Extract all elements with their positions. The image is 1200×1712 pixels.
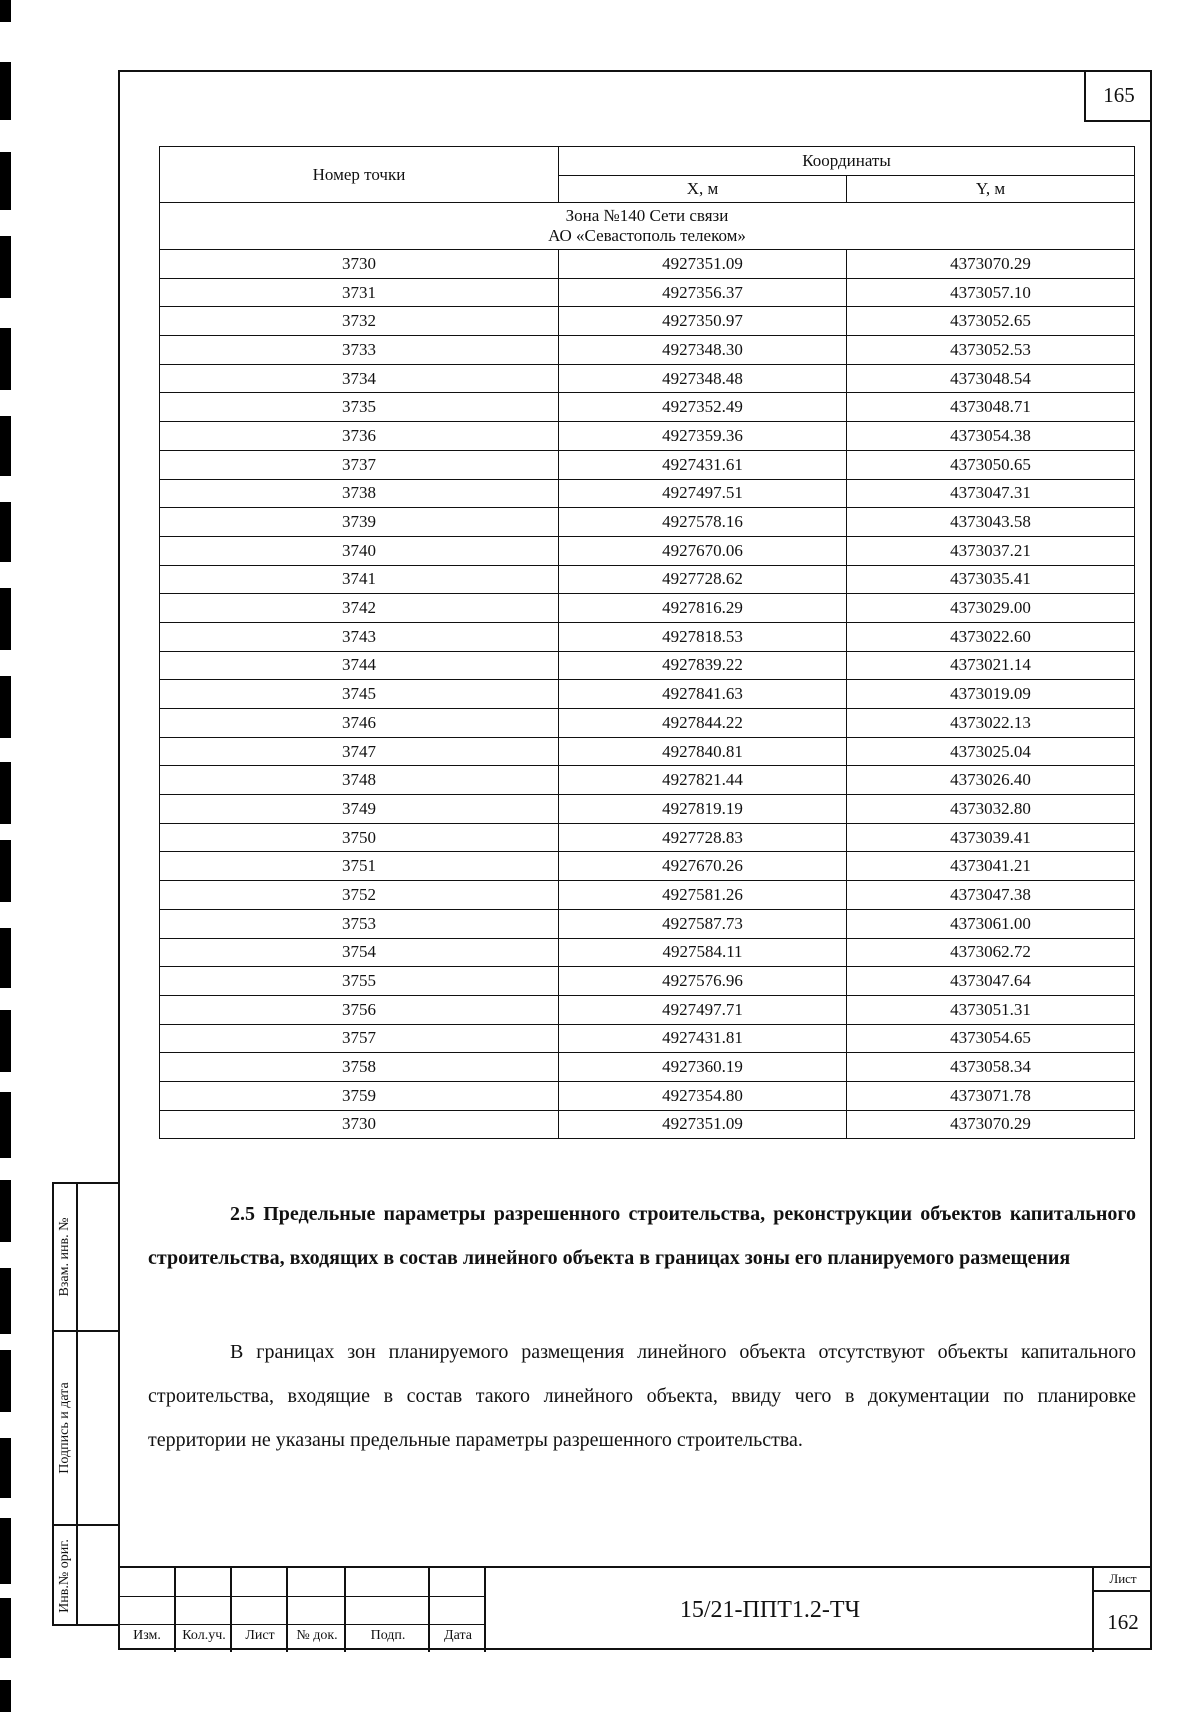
- table-row: [160, 795, 1135, 824]
- y-coordinate-cell: 4373047.38: [847, 881, 1135, 910]
- tb-label-data: Дата: [444, 1628, 472, 1643]
- x-coordinate-cell: 4927576.96: [559, 967, 847, 996]
- table-row: [160, 336, 1135, 365]
- table-row: [160, 823, 1135, 852]
- table-row: [160, 995, 1135, 1024]
- point-number-cell: 3749: [160, 795, 559, 824]
- table-row: [160, 622, 1135, 651]
- x-coordinate-cell: 4927359.36: [559, 422, 847, 451]
- table-row: [160, 651, 1135, 680]
- x-coordinate-cell: 4927844.22: [559, 709, 847, 738]
- point-number-cell: 3732: [160, 307, 559, 336]
- y-coordinate-cell: 4373058.34: [847, 1053, 1135, 1082]
- y-coordinate-cell: 4373052.65: [847, 307, 1135, 336]
- section-heading-text: 2.5 Предельные параметры разрешенного строительства, реконструкции объектов капитального строительства, входящих в состав линейного объекта в границах зоны его планируемого размещения: [148, 1203, 1136, 1269]
- header-y: Y, м: [847, 176, 1135, 203]
- y-coordinate-cell: 4373021.14: [847, 651, 1135, 680]
- x-coordinate-cell: 4927431.81: [559, 1024, 847, 1053]
- x-coordinate-cell: 4927816.29: [559, 594, 847, 623]
- side-cell-original: [54, 1526, 118, 1626]
- table-row: [160, 594, 1135, 623]
- top-page-number: [1084, 70, 1152, 122]
- y-coordinate-cell: 4373062.72: [847, 938, 1135, 967]
- table-row: [160, 766, 1135, 795]
- section-body-text: В границах зон планируемого размещения линейного объекта отсутствуют объекты капитального строительства, входящие в состав такого линейного объекта, ввиду чего в документации по планировке территории не указаны предельные параметры разрешенного строительства.: [148, 1341, 1136, 1451]
- y-coordinate-cell: 4373070.29: [847, 1110, 1135, 1139]
- table-row: [160, 307, 1135, 336]
- point-number-cell: 3730: [160, 250, 559, 279]
- point-number-cell: 3740: [160, 536, 559, 565]
- zone-caption-line1: Зона №140 Сети связи: [565, 206, 729, 225]
- y-coordinate-cell: 4373054.38: [847, 422, 1135, 451]
- x-coordinate-cell: 4927587.73: [559, 909, 847, 938]
- x-coordinate-cell: 4927670.26: [559, 852, 847, 881]
- y-coordinate-cell: 4373054.65: [847, 1024, 1135, 1053]
- y-coordinate-cell: 4373041.21: [847, 852, 1135, 881]
- y-coordinate-cell: 4373070.29: [847, 250, 1135, 279]
- table-row: [160, 565, 1135, 594]
- side-label-replacement: Взам. инв. №: [57, 1217, 72, 1297]
- table-row: [160, 508, 1135, 537]
- y-coordinate-cell: 4373051.31: [847, 995, 1135, 1024]
- table-row: [160, 536, 1135, 565]
- table-row: [160, 852, 1135, 881]
- table-row: [160, 393, 1135, 422]
- y-coordinate-cell: 4373039.41: [847, 823, 1135, 852]
- y-coordinate-cell: 4373026.40: [847, 766, 1135, 795]
- point-number-cell: 3757: [160, 1024, 559, 1053]
- header-coordinates: Координаты: [559, 147, 1135, 176]
- point-number-cell: 3741: [160, 565, 559, 594]
- zone-caption: [160, 203, 1135, 250]
- y-coordinate-cell: 4373037.21: [847, 536, 1135, 565]
- point-number-cell: 3759: [160, 1081, 559, 1110]
- sheet-label: Лист: [1094, 1568, 1152, 1592]
- top-page-number-text: 165: [1103, 82, 1135, 107]
- table-row: [160, 422, 1135, 451]
- x-coordinate-cell: 4927581.26: [559, 881, 847, 910]
- table-row: [160, 967, 1135, 996]
- x-coordinate-cell: 4927351.09: [559, 1110, 847, 1139]
- y-coordinate-cell: 4373022.60: [847, 622, 1135, 651]
- table-row: [160, 938, 1135, 967]
- point-number-cell: 3737: [160, 450, 559, 479]
- table-row: [160, 250, 1135, 279]
- point-number-cell: 3733: [160, 336, 559, 365]
- table-row: [160, 909, 1135, 938]
- x-coordinate-cell: 4927840.81: [559, 737, 847, 766]
- y-coordinate-cell: 4373048.54: [847, 364, 1135, 393]
- table-row: [160, 364, 1135, 393]
- coordinates-table: [159, 146, 1135, 1139]
- point-number-cell: 3745: [160, 680, 559, 709]
- x-coordinate-cell: 4927839.22: [559, 651, 847, 680]
- point-number-cell: 3744: [160, 651, 559, 680]
- point-number-cell: 3734: [160, 364, 559, 393]
- y-coordinate-cell: 4373025.04: [847, 737, 1135, 766]
- table-row: [160, 450, 1135, 479]
- tb-label-podp: Подп.: [370, 1628, 406, 1643]
- point-number-cell: 3753: [160, 909, 559, 938]
- title-block: [118, 1566, 1152, 1650]
- y-coordinate-cell: 4373047.31: [847, 479, 1135, 508]
- x-coordinate-cell: 4927818.53: [559, 622, 847, 651]
- x-coordinate-cell: 4927841.63: [559, 680, 847, 709]
- sheet-box: [1092, 1568, 1152, 1652]
- x-coordinate-cell: 4927819.19: [559, 795, 847, 824]
- header-x: X, м: [559, 176, 847, 203]
- y-coordinate-cell: 4373047.64: [847, 967, 1135, 996]
- x-coordinate-cell: 4927352.49: [559, 393, 847, 422]
- y-coordinate-cell: 4373019.09: [847, 680, 1135, 709]
- side-cell-replacement: [54, 1184, 118, 1332]
- point-number-cell: 3730: [160, 1110, 559, 1139]
- tb-label-no-dok: № док.: [296, 1628, 338, 1643]
- x-coordinate-cell: 4927351.09: [559, 250, 847, 279]
- table-row: [160, 709, 1135, 738]
- x-coordinate-cell: 4927497.71: [559, 995, 847, 1024]
- point-number-cell: 3739: [160, 508, 559, 537]
- section-body: [148, 1330, 1136, 1462]
- point-number-cell: 3750: [160, 823, 559, 852]
- y-coordinate-cell: 4373022.13: [847, 709, 1135, 738]
- point-number-cell: 3751: [160, 852, 559, 881]
- tb-row-line: [118, 1624, 486, 1625]
- y-coordinate-cell: 4373052.53: [847, 336, 1135, 365]
- section-heading: [148, 1192, 1136, 1280]
- table-row: [160, 881, 1135, 910]
- zone-caption-line2: АО «Севастополь телеком»: [548, 226, 746, 245]
- x-coordinate-cell: 4927670.06: [559, 536, 847, 565]
- point-number-cell: 3736: [160, 422, 559, 451]
- point-number-cell: 3754: [160, 938, 559, 967]
- table-row: [160, 1081, 1135, 1110]
- y-coordinate-cell: 4373043.58: [847, 508, 1135, 537]
- y-coordinate-cell: 4373048.71: [847, 393, 1135, 422]
- x-coordinate-cell: 4927348.48: [559, 364, 847, 393]
- point-number-cell: 3743: [160, 622, 559, 651]
- y-coordinate-cell: 4373057.10: [847, 278, 1135, 307]
- x-coordinate-cell: 4927354.80: [559, 1081, 847, 1110]
- y-coordinate-cell: 4373061.00: [847, 909, 1135, 938]
- x-coordinate-cell: 4927360.19: [559, 1053, 847, 1082]
- side-cell-signature: [54, 1332, 118, 1526]
- point-number-cell: 3735: [160, 393, 559, 422]
- x-coordinate-cell: 4927821.44: [559, 766, 847, 795]
- document-code: 15/21-ППТ1.2-ТЧ: [679, 1596, 861, 1623]
- x-coordinate-cell: 4927348.30: [559, 336, 847, 365]
- point-number-cell: 3755: [160, 967, 559, 996]
- y-coordinate-cell: 4373029.00: [847, 594, 1135, 623]
- point-number-cell: 3748: [160, 766, 559, 795]
- x-coordinate-cell: 4927728.62: [559, 565, 847, 594]
- y-coordinate-cell: 4373050.65: [847, 450, 1135, 479]
- point-number-cell: 3747: [160, 737, 559, 766]
- header-point-number: Номер точки: [160, 147, 559, 203]
- y-coordinate-cell: 4373035.41: [847, 565, 1135, 594]
- point-number-cell: 3738: [160, 479, 559, 508]
- point-number-cell: 3758: [160, 1053, 559, 1082]
- table-row: [160, 1110, 1135, 1139]
- table-row: [160, 479, 1135, 508]
- y-coordinate-cell: 4373071.78: [847, 1081, 1135, 1110]
- point-number-cell: 3756: [160, 995, 559, 1024]
- side-label-original: Инв.№ ориг.: [57, 1539, 72, 1613]
- side-stamp: [52, 1182, 118, 1626]
- tb-label-list: Лист: [245, 1628, 275, 1643]
- point-number-cell: 3731: [160, 278, 559, 307]
- x-coordinate-cell: 4927431.61: [559, 450, 847, 479]
- table-row: [160, 1024, 1135, 1053]
- x-coordinate-cell: 4927578.16: [559, 508, 847, 537]
- tb-row-line: [118, 1596, 486, 1597]
- side-label-signature: Подпись и дата: [57, 1382, 72, 1474]
- table-row: [160, 737, 1135, 766]
- y-coordinate-cell: 4373032.80: [847, 795, 1135, 824]
- table-row: [160, 1053, 1135, 1082]
- point-number-cell: 3746: [160, 709, 559, 738]
- point-number-cell: 3752: [160, 881, 559, 910]
- x-coordinate-cell: 4927728.83: [559, 823, 847, 852]
- x-coordinate-cell: 4927356.37: [559, 278, 847, 307]
- table-row: [160, 680, 1135, 709]
- sheet-number: 162: [1107, 1609, 1139, 1634]
- point-number-cell: 3742: [160, 594, 559, 623]
- tb-label-izm: Изм.: [133, 1628, 161, 1643]
- tb-label-kol-uch: Кол.уч.: [182, 1628, 226, 1643]
- table-row: [160, 278, 1135, 307]
- x-coordinate-cell: 4927350.97: [559, 307, 847, 336]
- x-coordinate-cell: 4927497.51: [559, 479, 847, 508]
- x-coordinate-cell: 4927584.11: [559, 938, 847, 967]
